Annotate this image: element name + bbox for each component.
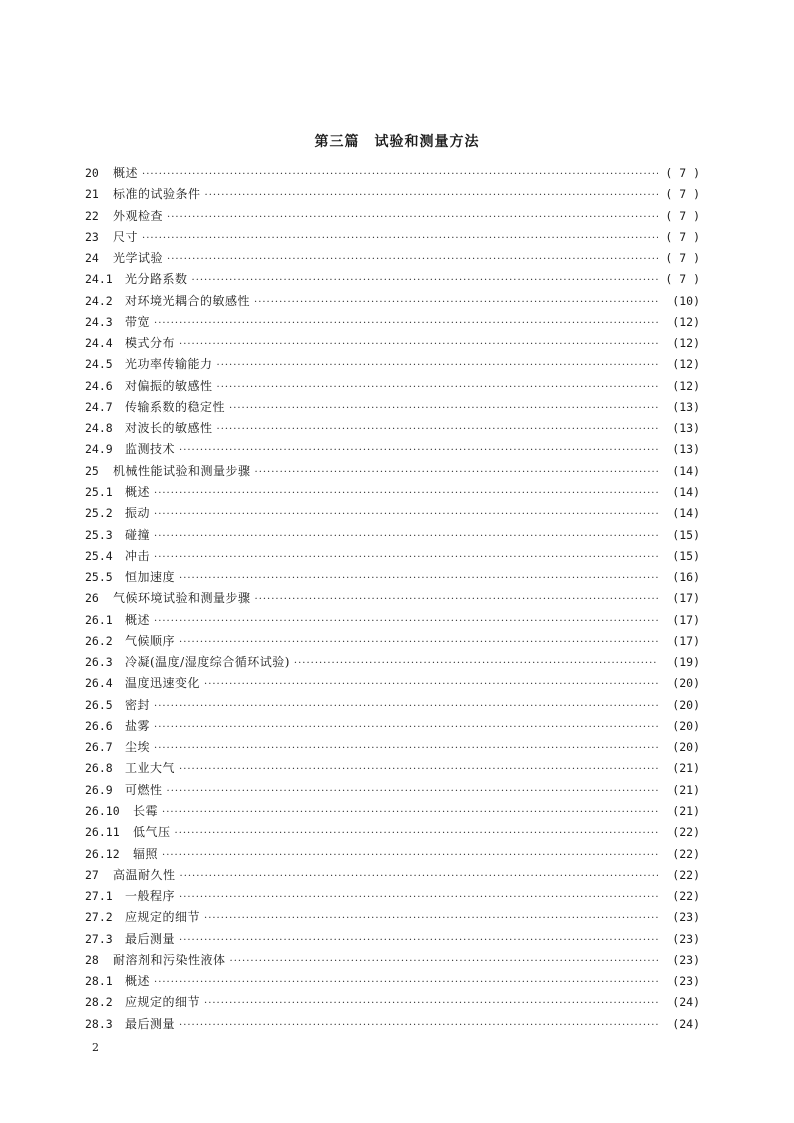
toc-leader-dots [154,483,658,504]
toc-leader-dots [179,930,658,951]
toc-entry-title: 对偏振的敏感性 [125,378,213,393]
toc-leader-dots [175,823,658,844]
toc-leader-dots [179,440,658,461]
toc-entry [85,248,700,269]
toc-leader-dots [154,696,658,717]
toc-leader-dots [167,207,658,228]
toc-entry-title: 耐溶剂和污染性液体 [113,952,226,967]
toc-entry-page: (22) [672,846,700,861]
toc-entry-page: (14) [672,463,700,478]
toc-entry-page: (22) [672,867,700,882]
toc-entry-page: (10) [672,293,700,308]
toc-entry-number: 26.5 [85,697,113,712]
toc-entry-title: 机械性能试验和测量步骤 [113,463,251,478]
toc-entry-number: 24.5 [85,357,113,372]
toc-entry [85,376,700,397]
toc-entry-page: (23) [672,974,700,989]
toc-leader-dots [180,866,658,887]
toc-leader-dots [179,759,658,780]
toc-entry-number: 24.9 [85,442,113,457]
toc-leader-dots [294,653,658,674]
table-of-contents [85,163,700,1035]
toc-entry [85,822,700,843]
toc-entry-number: 26.2 [85,633,113,648]
toc-entry [85,503,700,524]
toc-entry-page: (19) [672,655,700,670]
toc-entry-page: (12) [672,357,700,372]
toc-entry-number: 24.4 [85,336,113,351]
toc-entry-number: 27 [85,867,99,882]
toc-entry-number: 27.2 [85,910,113,925]
toc-entry [85,992,700,1013]
toc-leader-dots [204,993,658,1014]
toc-entry-page: (12) [672,314,700,329]
toc-entry [85,865,700,886]
toc-entry-page: (23) [672,910,700,925]
toc-entry [85,588,700,609]
toc-entry [85,227,700,248]
toc-entry-title: 应规定的细节 [125,995,201,1010]
toc-entry [85,950,700,971]
toc-leader-dots [167,249,658,270]
toc-entry-title: 光分路系数 [125,272,188,287]
toc-entry [85,163,700,184]
toc-entry-number: 23 [85,229,99,244]
toc-leader-dots [179,1015,658,1036]
toc-entry-page: (20) [672,697,700,712]
toc-leader-dots [217,377,658,398]
toc-entry-page: (20) [672,740,700,755]
toc-entry-number: 25.5 [85,570,113,585]
toc-leader-dots [162,802,658,823]
toc-entry-title: 恒加速度 [125,570,176,585]
toc-entry [85,971,700,992]
toc-entry-title: 尘埃 [125,740,151,755]
page-title: 第三篇 试验和测量方法 [314,134,480,150]
toc-entry-title: 带宽 [125,314,151,329]
toc-leader-dots [154,972,658,993]
toc-entry-page: (17) [672,612,700,627]
toc-leader-dots [192,270,658,291]
toc-entry-number: 28 [85,952,99,967]
toc-entry-title: 对环境光耦合的敏感性 [125,293,251,308]
toc-entry-number: 26.8 [85,761,113,776]
toc-entry-title: 气候顺序 [125,633,176,648]
toc-entry-number: 26.9 [85,782,113,797]
toc-entry [85,482,700,503]
toc-entry-title: 最后测量 [125,1016,176,1031]
toc-entry [85,291,700,312]
toc-entry-title: 一般程序 [125,889,176,904]
toc-entry-page: (24) [672,995,700,1010]
toc-entry-number: 28.2 [85,995,113,1010]
toc-entry-title: 冷凝(温度/湿度综合循环试验) [125,655,290,670]
toc-entry-page: (14) [672,484,700,499]
toc-entry-title: 温度迅速变化 [125,676,201,691]
toc-entry-page: (16) [672,570,700,585]
toc-leader-dots [154,547,658,568]
toc-leader-dots [254,292,658,313]
toc-entry-title: 标准的试验条件 [113,187,201,202]
toc-entry-number: 22 [85,208,99,223]
toc-entry-title: 工业大气 [125,761,176,776]
toc-entry-number: 26.1 [85,612,113,627]
toc-entry-page: (21) [672,782,700,797]
toc-entry [85,886,700,907]
toc-leader-dots [229,398,658,419]
toc-entry-title: 传输系数的稳定性 [125,399,226,414]
toc-entry [85,333,700,354]
toc-entry-title: 冲击 [125,548,151,563]
toc-entry [85,184,700,205]
toc-leader-dots [255,462,658,483]
toc-entry-page: (13) [672,442,700,457]
toc-leader-dots [154,313,658,334]
toc-entry-number: 25.3 [85,527,113,542]
toc-leader-dots [142,228,658,249]
toc-entry-number: 24.3 [85,314,113,329]
toc-entry [85,758,700,779]
toc-entry-number: 28.1 [85,974,113,989]
toc-entry-number: 26.6 [85,718,113,733]
toc-entry-title: 密封 [125,697,151,712]
toc-entry-page: (21) [672,803,700,818]
toc-leader-dots [154,526,658,547]
toc-entry-title: 尺寸 [113,229,139,244]
toc-leader-dots [205,185,658,206]
toc-entry-page: (17) [672,591,700,606]
toc-entry-number: 26.10 [85,803,120,818]
toc-entry-page: (15) [672,527,700,542]
toc-entry-title: 外观检查 [113,208,164,223]
toc-entry-title: 概述 [125,612,151,627]
toc-entry [85,439,700,460]
toc-entry [85,461,700,482]
toc-leader-dots [162,845,658,866]
toc-entry [85,929,700,950]
toc-leader-dots [154,611,658,632]
toc-entry-number: 24 [85,251,99,266]
toc-entry-number: 26.4 [85,676,113,691]
toc-entry [85,737,700,758]
toc-entry [85,525,700,546]
toc-leader-dots [217,419,658,440]
toc-entry-title: 盐雾 [125,718,151,733]
toc-entry-title: 长霉 [133,803,159,818]
toc-entry-title: 气候环境试验和测量步骤 [113,591,251,606]
toc-entry-title: 概述 [125,974,151,989]
toc-entry-page: ( 7 ) [665,251,700,266]
toc-entry-page: ( 7 ) [665,229,700,244]
toc-entry-number: 28.3 [85,1016,113,1031]
toc-entry-number: 20 [85,166,99,180]
page-number: 2 [92,1041,99,1054]
toc-leader-dots [179,887,658,908]
toc-entry-title: 辐照 [133,846,159,861]
toc-entry-number: 24.6 [85,378,113,393]
toc-leader-dots [154,717,658,738]
toc-entry-number: 25.1 [85,484,113,499]
toc-entry [85,801,700,822]
toc-entry-title: 振动 [125,506,151,521]
toc-leader-dots [179,568,658,589]
toc-entry-number: 26.7 [85,740,113,755]
toc-leader-dots [179,632,658,653]
toc-entry-number: 25.4 [85,548,113,563]
toc-entry-page: (21) [672,761,700,776]
toc-entry-page: (13) [672,421,700,436]
toc-entry-page: ( 7 ) [665,187,700,202]
toc-leader-dots [179,334,658,355]
toc-entry [85,631,700,652]
toc-leader-dots [204,908,658,929]
toc-entry [85,844,700,865]
toc-entry-number: 25 [85,463,99,478]
toc-entry-page: (13) [672,399,700,414]
toc-entry-page: (22) [672,889,700,904]
toc-entry-title: 光学试验 [113,251,164,266]
toc-entry [85,695,700,716]
toc-entry-title: 可燃性 [125,782,163,797]
toc-leader-dots [167,781,658,802]
toc-entry-title: 应规定的细节 [125,910,201,925]
toc-entry-title: 碰撞 [125,527,151,542]
toc-leader-dots [255,589,658,610]
toc-entry [85,652,700,673]
toc-entry-page: (12) [672,336,700,351]
toc-entry [85,312,700,333]
toc-entry [85,269,700,290]
toc-entry-page: ( 7 ) [665,272,700,287]
toc-entry-page: (23) [672,952,700,967]
toc-entry-title: 光功率传输能力 [125,357,213,372]
toc-entry-page: (14) [672,506,700,521]
toc-entry-page: ( 7 ) [665,208,700,223]
toc-entry-number: 26.3 [85,655,113,670]
toc-entry-number: 26 [85,591,99,606]
toc-leader-dots [217,355,658,376]
toc-entry-number: 21 [85,187,99,202]
toc-entry [85,610,700,631]
toc-entry-page: (24) [672,1016,700,1031]
toc-leader-dots [230,951,658,972]
toc-entry-page: (20) [672,718,700,733]
toc-leader-dots [204,674,658,695]
toc-entry-number: 24.1 [85,272,113,287]
toc-entry-number: 27.3 [85,931,113,946]
toc-entry [85,354,700,375]
toc-entry-title: 最后测量 [125,931,176,946]
toc-entry-page: (23) [672,931,700,946]
toc-entry-page: (20) [672,676,700,691]
toc-entry [85,1014,700,1035]
toc-leader-dots [142,164,658,185]
toc-entry-title: 概述 [125,484,151,499]
toc-entry [85,780,700,801]
toc-entry-page: (15) [672,548,700,563]
toc-entry-number: 25.2 [85,506,113,521]
toc-entry-title: 概述 [113,166,139,180]
toc-entry-title: 模式分布 [125,336,176,351]
toc-entry-page: (22) [672,825,700,840]
toc-entry-title: 对波长的敏感性 [125,421,213,436]
toc-leader-dots [154,738,658,759]
toc-entry-title: 高温耐久性 [113,867,176,882]
toc-entry-number: 24.7 [85,399,113,414]
toc-entry-page: ( 7 ) [665,166,700,180]
toc-entry-number: 27.1 [85,889,113,904]
toc-entry-number: 24.8 [85,421,113,436]
toc-entry [85,716,700,737]
toc-entry-page: (17) [672,633,700,648]
toc-entry [85,418,700,439]
toc-entry [85,397,700,418]
toc-leader-dots [154,504,658,525]
toc-entry-number: 26.11 [85,825,120,840]
toc-entry-title: 低气压 [133,825,171,840]
toc-entry [85,673,700,694]
toc-entry-page: (12) [672,378,700,393]
toc-entry [85,907,700,928]
toc-entry-number: 26.12 [85,846,120,861]
toc-entry-title: 监测技术 [125,442,176,457]
toc-entry [85,206,700,227]
toc-entry [85,567,700,588]
toc-entry [85,546,700,567]
toc-entry-number: 24.2 [85,293,113,308]
